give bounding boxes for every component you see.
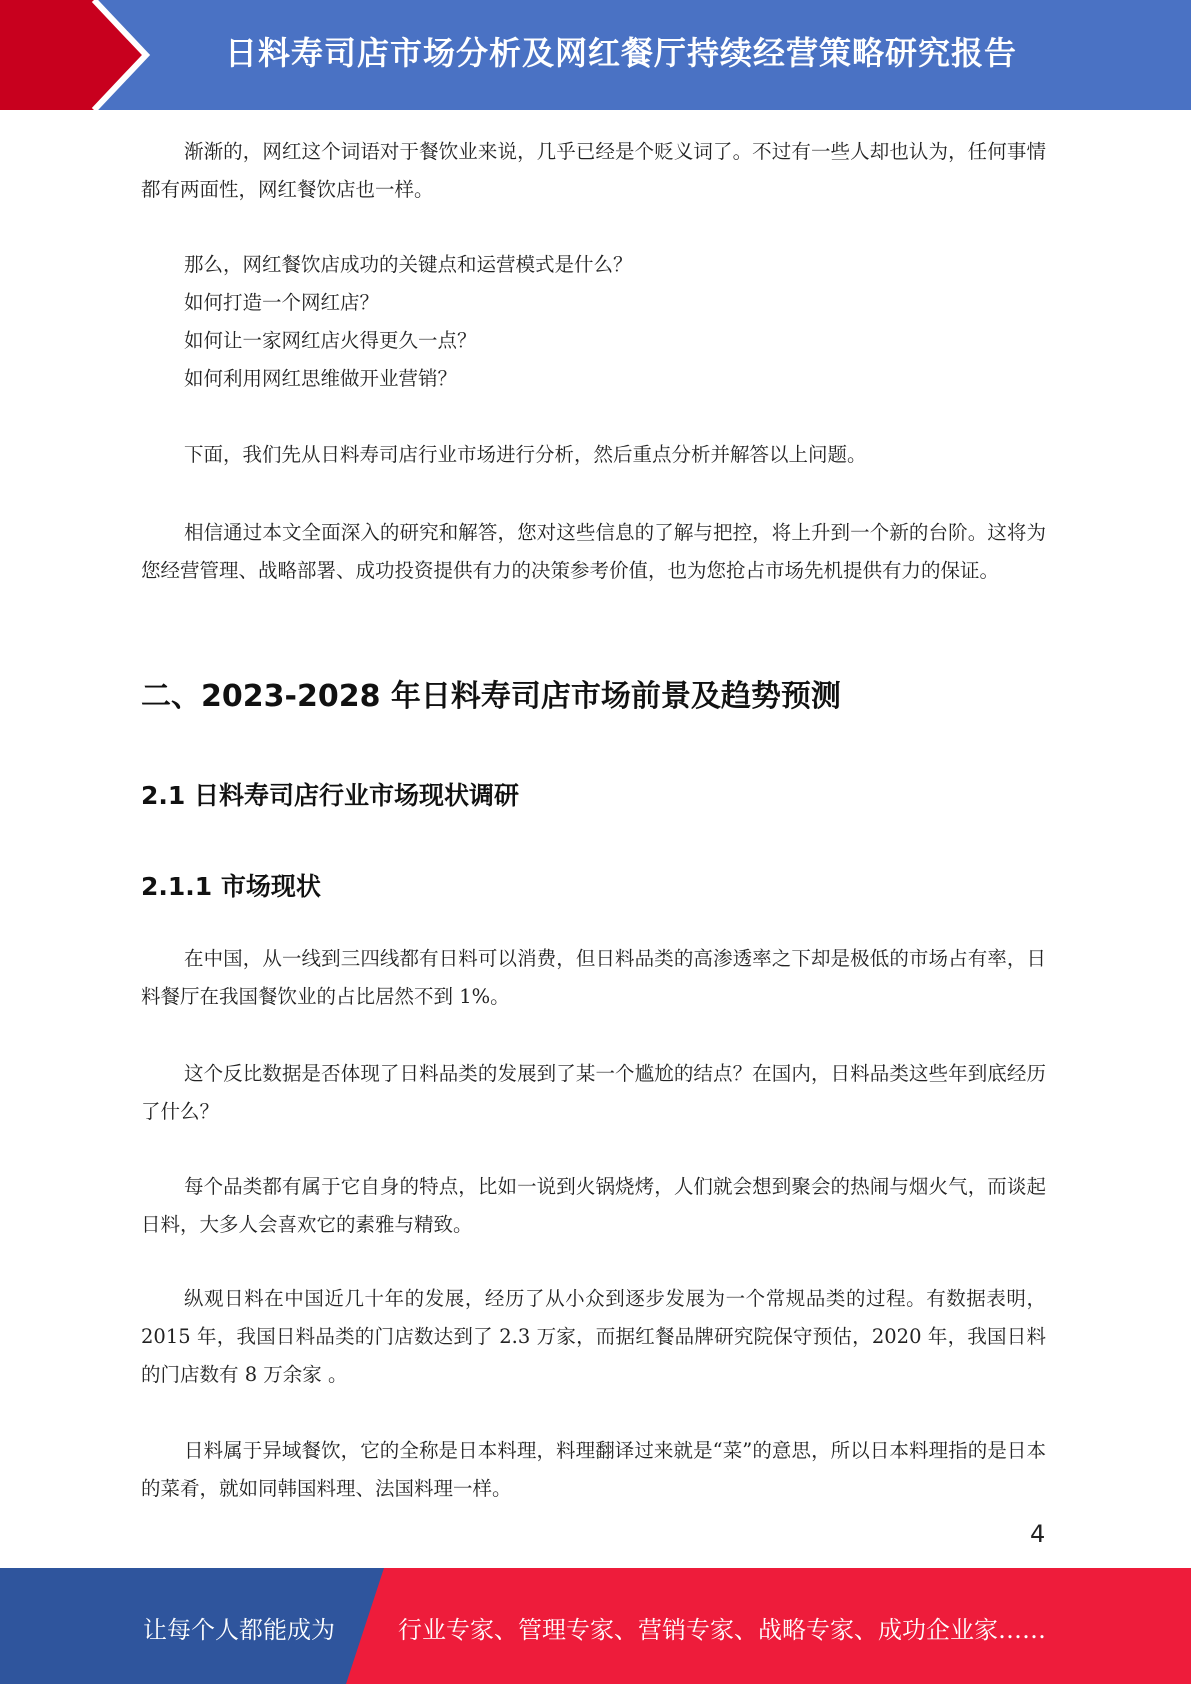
paragraph-7: 纵观日料在中国近几十年的发展，经历了从小众到逐步发展为一个常规品类的过程。有数据表明，2015 年，我国日料品类的门店数达到了 2.3 万家，而据红餐品牌研究院保守预估，2020 年，我国日料的门店数有 8 万余家 。 [141, 1287, 1046, 1386]
page-header [0, 0, 1191, 110]
question-3: 如何让一家网红店火得更久一点？ [184, 329, 477, 352]
paragraph-2: 下面，我们先从日料寿司店行业市场进行分析，然后重点分析并解答以上问题。 [184, 443, 867, 466]
paragraph-5: 这个反比数据是否体现了日料品类的发展到了某一个尴尬的结点？在国内，日料品类这些年到底经历了什么？ [141, 1062, 1046, 1123]
paragraph-1: 渐渐的，网红这个词语对于餐饮业来说，几乎已经是个贬义词了。不过有一些人却也认为，任何事情都有两面性，网红餐饮店也一样。 [141, 140, 1046, 201]
question-4: 如何利用网红思维做开业营销？ [184, 367, 458, 390]
page-footer [0, 1568, 1191, 1684]
sub-subsection-heading: 2.1.1 市场现状 [141, 872, 321, 901]
paragraph-6: 每个品类都有属于它自身的特点，比如一说到火锅烧烤，人们就会想到聚会的热闹与烟火气，而谈起日料，大多人会喜欢它的素雅与精致。 [141, 1175, 1046, 1236]
footer-slogan-right: 行业专家、管理专家、营销专家、战略专家、成功企业家…… [398, 1616, 1046, 1644]
subsection-heading: 2.1 日料寿司店行业市场现状调研 [141, 781, 519, 810]
paragraph-3: 相信通过本文全面深入的研究和解答，您对这些信息的了解与把控，将上升到一个新的台阶。这将为您经营管理、战略部署、成功投资提供有力的决策参考价值，也为您抢占市场先机提供有力的保证。 [141, 521, 1046, 582]
header-red-chevron [0, 0, 145, 110]
question-1: 那么，网红餐饮店成功的关键点和运营模式是什么？ [184, 253, 633, 276]
page-number: 4 [1030, 1520, 1046, 1548]
report-title: 日料寿司店市场分析及网红餐厅持续经营策略研究报告 [225, 34, 1018, 72]
question-2: 如何打造一个网红店？ [184, 291, 380, 314]
footer-slogan-left: 让每个人都能成为 [143, 1616, 335, 1644]
paragraph-8: 日料属于异域餐饮，它的全称是日本料理，料理翻译过来就是“菜”的意思，所以日本料理指的是日本的菜肴，就如同韩国料理、法国料理一样。 [141, 1439, 1046, 1500]
paragraph-4: 在中国，从一线到三四线都有日料可以消费，但日料品类的高渗透率之下却是极低的市场占有率，日料餐厅在我国餐饮业的占比居然不到 1%。 [141, 947, 1046, 1008]
section-heading: 二、2023-2028 年日料寿司店市场前景及趋势预测 [141, 679, 841, 714]
